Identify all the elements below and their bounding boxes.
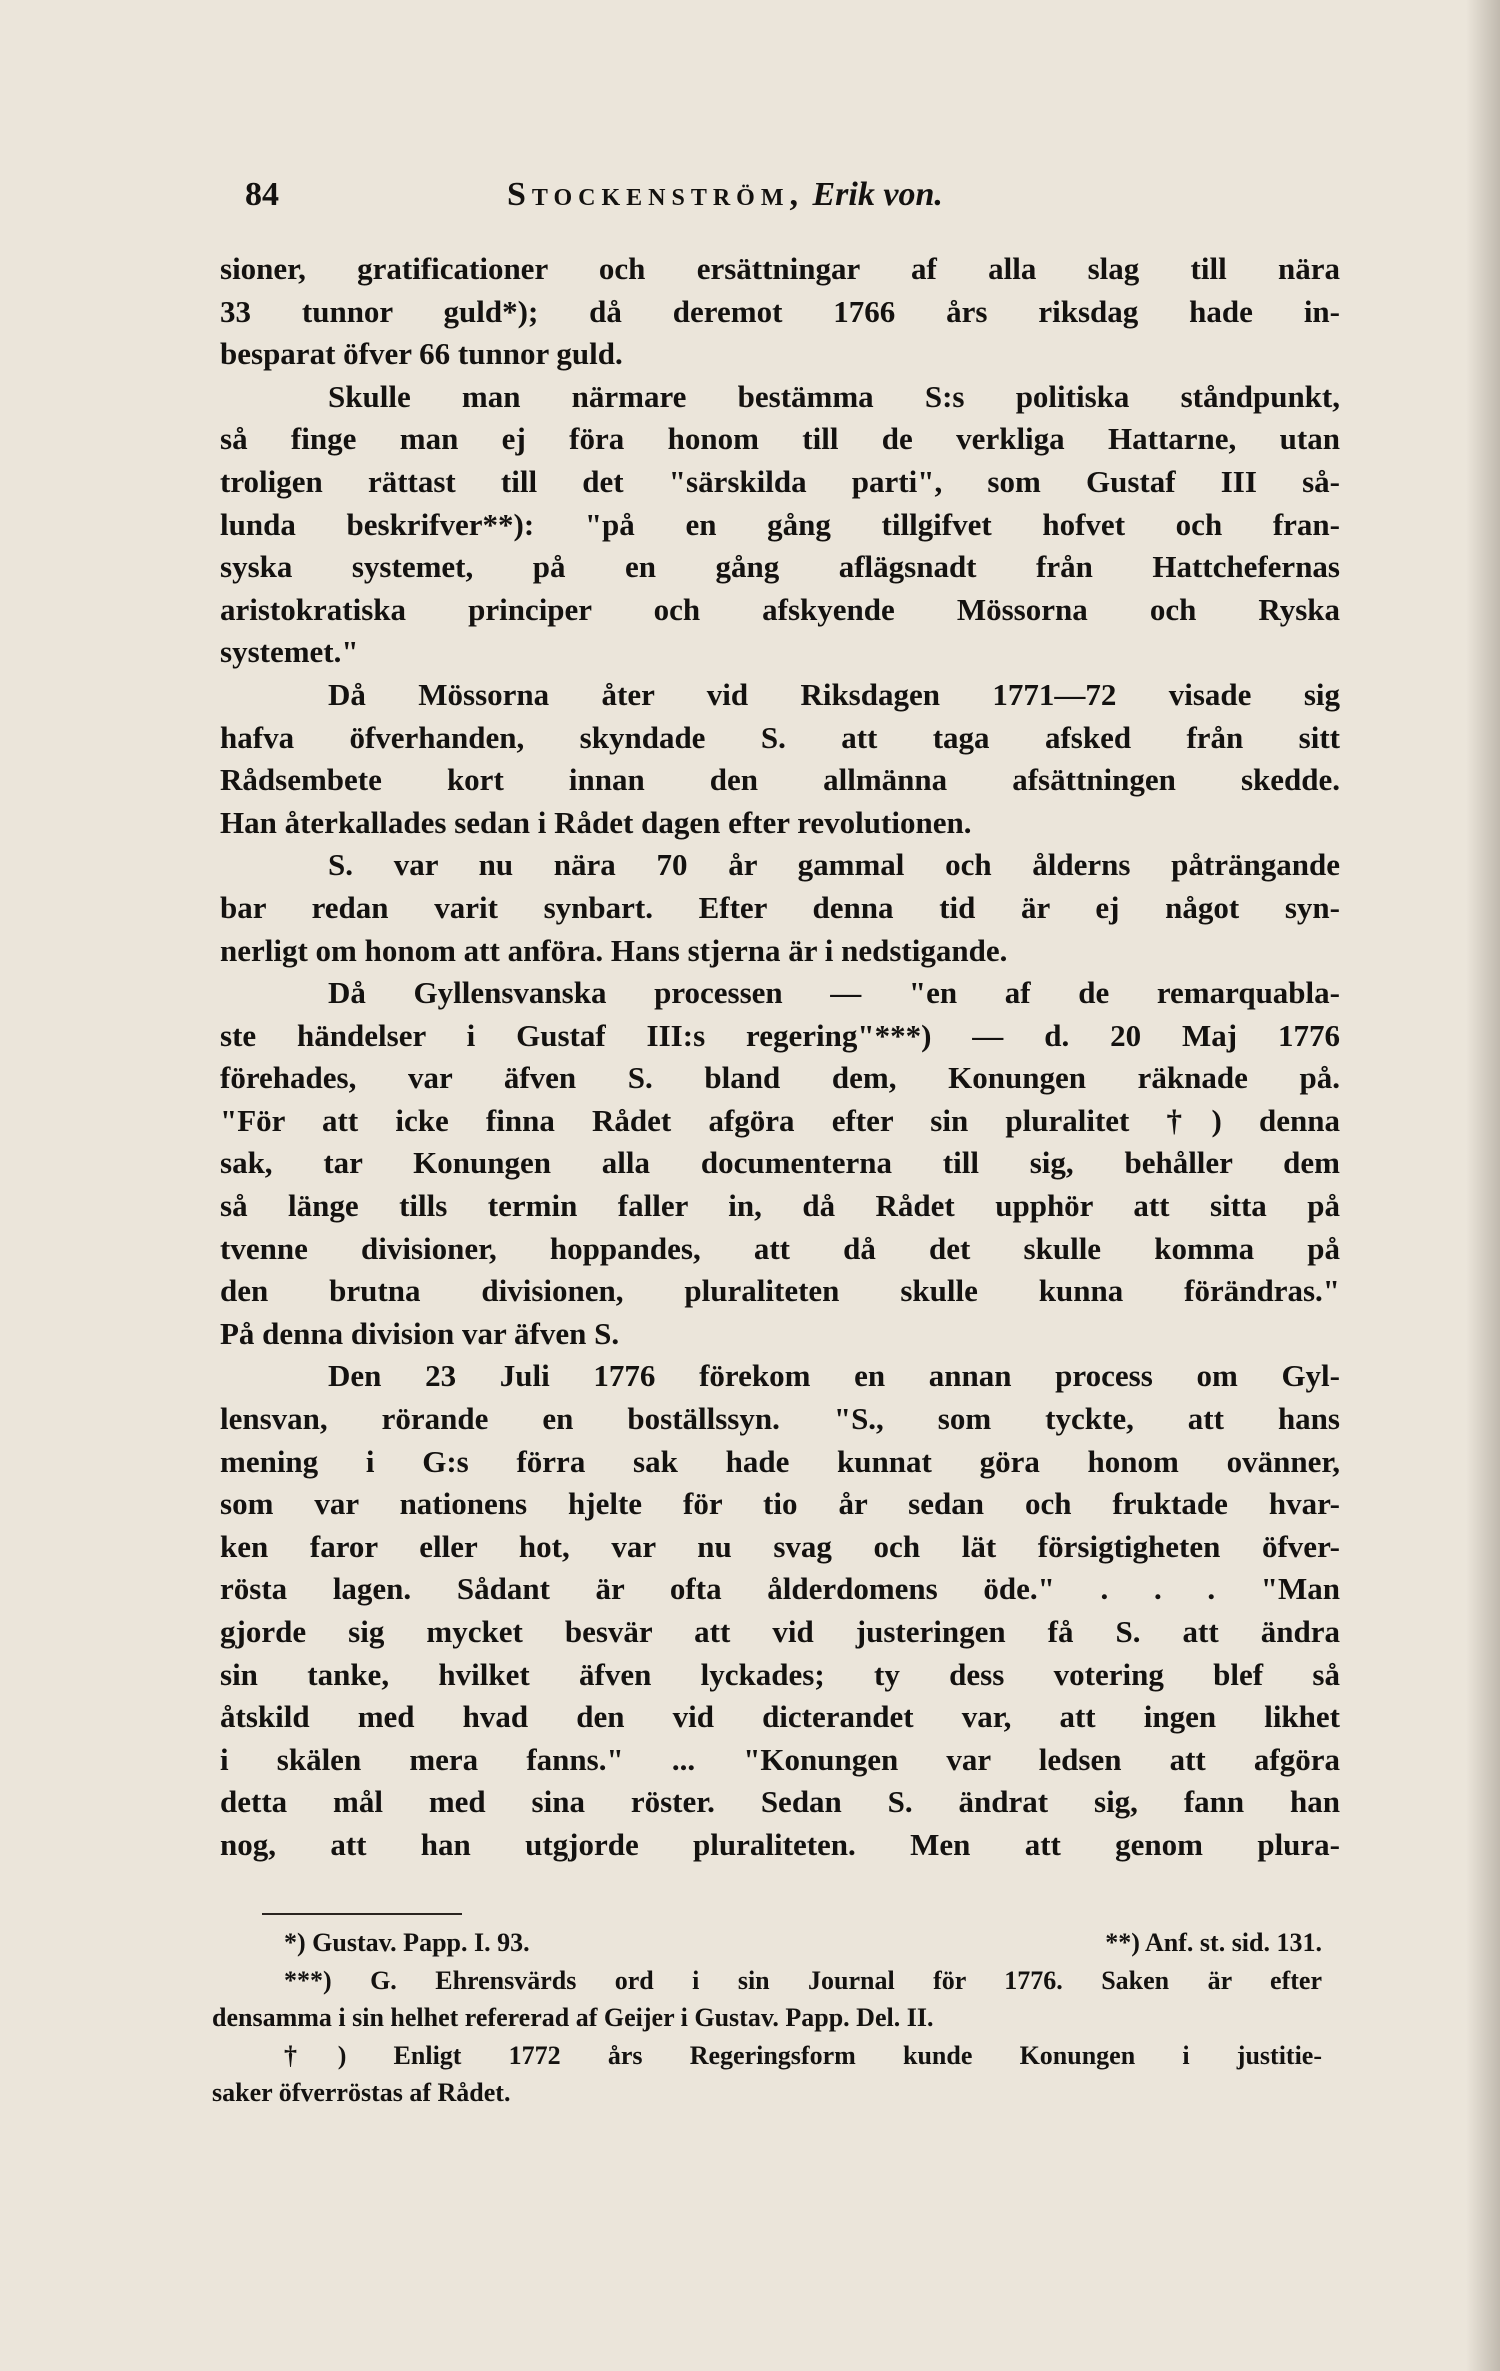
running-head [245,176,1355,220]
text-line: mening i G:s förra sak hade kunnat göra honom ovänner, [220,1443,1340,1479]
text-line: aristokratiska principer och afskyende Mössorna och Ryska [220,591,1340,627]
text-line: som var nationens hjelte för tio år sedan och fruktade hvar- [220,1486,1340,1522]
text-line: bar redan varit synbart. Efter denna tid är ej något syn- [220,889,1340,925]
text-line: nerligt om honom att anföra. Hans stjerna är i nedstigande. [220,932,1008,968]
page-number: 84 [245,176,279,213]
footnote-4-line-2: saker öfverröstas af Rådet. [212,2078,511,2107]
text-line: lunda beskrifver**): "på en gång tillgifvet hofvet och fran- [220,506,1340,542]
text-line: Han återkallades sedan i Rådet dagen efter revolutionen. [220,804,972,840]
text-line: så länge tills termin faller in, då Rådet upphör att sitta på [220,1188,1340,1224]
text-line: sioner, gratificationer och ersättningar af alla slag till nära [220,251,1340,286]
page-edge-shadow [1466,0,1500,2371]
text-line: sak, tar Konungen alla documenterna till sig, behåller dem [220,1145,1340,1181]
text-line: så finge man ej föra honom till de verkliga Hattarne, utan [220,421,1340,457]
text-line: 33 tunnor guld*); då deremot 1766 års riksdag hade in- [220,293,1340,329]
footnote-3-line-2: densamma i sin helhet refererad af Geijer i Gustav. Papp. Del. II. [212,2003,934,2032]
text-line: detta mål med sina röster. Sedan S. ändrat sig, fann han [220,1784,1340,1820]
text-line: Då Gyllensvanska processen — "en af de remarquabla- [328,975,1340,1011]
text-line: troligen rättast till det "särskilda parti", som Gustaf III så- [220,463,1340,499]
text-line: ste händelser i Gustaf III:s regering"***) — d. 20 Maj 1776 [220,1017,1340,1053]
text-line: Rådsembete kort innan den allmänna afsättningen skedde. [220,762,1340,798]
text-line: ken faror eller hot, var nu svag och lät försigtigheten öfver- [220,1528,1340,1564]
text-line: gjorde sig mycket besvär att vid justeringen få S. att ändra [220,1614,1340,1649]
footnote-rule [262,1913,462,1915]
text-line: den brutna divisionen, pluraliteten skulle kunna förändras." [220,1273,1340,1309]
text-line: "För att icke finna Rådet afgöra efter sin pluralitet †) denna [220,1102,1340,1138]
text-line: Då Mössorna åter vid Riksdagen 1771—72 visade sig [328,676,1340,712]
footnote-3-line-1: ***) G. Ehrensvärds ord i sin Journal för 1776. Saken är efter [284,1965,1322,1995]
body-text [220,248,1340,1867]
text-line: S. var nu nära 70 år gammal och ålderns påträngande [328,847,1340,883]
text-line: systemet." [220,634,359,670]
footnote-row [212,1924,1322,1962]
running-title [507,176,943,214]
text-line: nog, att han utgjorde pluraliteten. Men att genom plura- [220,1826,1340,1862]
text-line: åtskild med hvad den vid dicterandet var, att ingen likhet [220,1699,1340,1735]
text-line: sin tanke, hvilket äfven lyckades; ty dess votering blef så [220,1656,1340,1692]
text-line: besparat öfver 66 tunnor guld. [220,336,623,372]
text-line: På denna division var äfven S. [220,1315,620,1351]
running-name: Stockenström, [507,176,804,213]
footnote-4-line-1: †) Enligt 1772 års Regeringsform kunde Konungen i justitie- [284,2040,1322,2070]
text-line: lensvan, rörande en boställssyn. "S., som tyckte, att hans [220,1401,1340,1437]
text-line: Skulle man närmare bestämma S:s politiska ståndpunkt, [328,378,1340,414]
footnotes [212,1924,1322,2112]
text-line: hafva öfverhanden, skyndade S. att taga afsked från sitt [220,719,1340,755]
text-line: förehades, var äfven S. bland dem, Konungen räknade på. [220,1060,1340,1096]
footnote-1: *) Gustav. Papp. I. 93. [284,1928,530,1957]
text-line: i skälen mera fanns." ... "Konungen var ledsen att afgöra [220,1741,1340,1777]
text-line: syska systemet, på en gång aflägsnadt från Hattchefernas [220,549,1340,585]
footnote-2: **) Anf. st. sid. 131. [1105,1928,1322,1957]
running-subtitle: Erik von. [812,176,943,213]
text-line: rösta lagen. Sådant är ofta ålderdomens öde." . . . "Man [220,1571,1340,1607]
text-line: Den 23 Juli 1776 förekom en annan process om Gyl- [328,1358,1340,1394]
text-line: tvenne divisioner, hoppandes, att då det skulle komma på [220,1230,1340,1266]
